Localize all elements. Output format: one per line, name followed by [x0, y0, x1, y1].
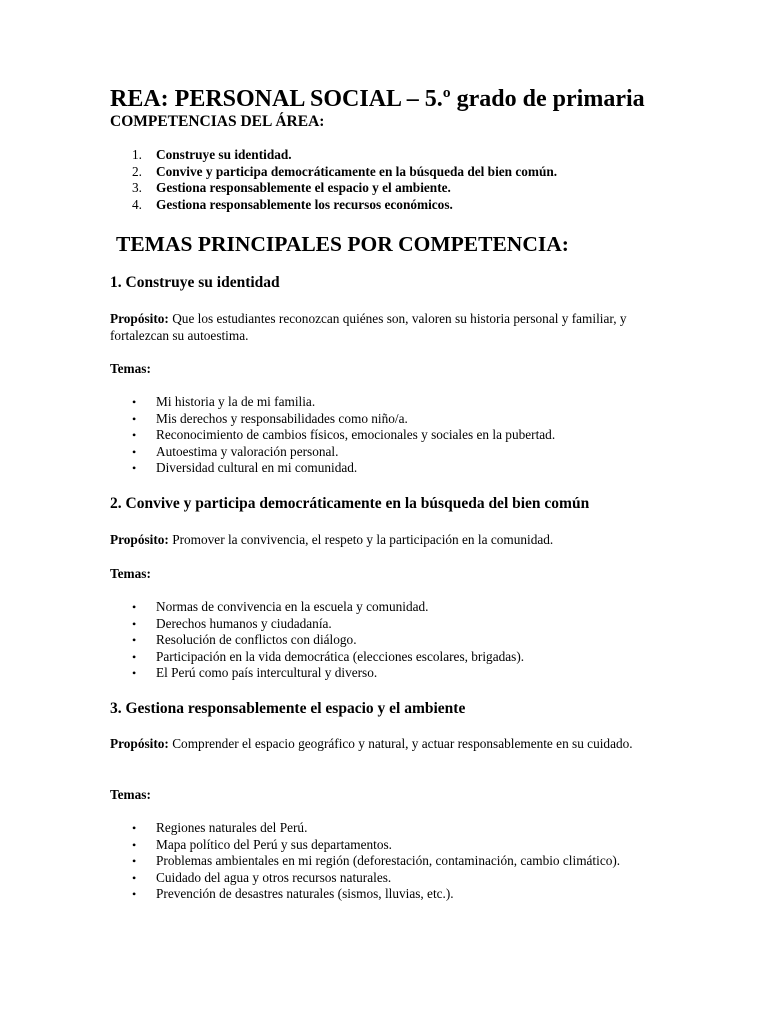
- section-3-purpose: [110, 735, 660, 752]
- topic-text: Resolución de conflictos con diálogo.: [156, 632, 357, 647]
- bullet-icon: •: [132, 411, 137, 426]
- bullet-icon: •: [132, 428, 137, 442]
- competencia-number: 3.: [132, 180, 142, 195]
- topic-item: [110, 870, 670, 887]
- bullet-icon: •: [132, 444, 137, 459]
- topic-item: [110, 394, 670, 411]
- topic-item: [110, 649, 670, 666]
- topic-text: Derechos humanos y ciudadanía.: [156, 615, 332, 631]
- competencias-list: [110, 147, 557, 213]
- purpose-text: Comprender el espacio geográfico y natural, y actuar responsablemente en su cuidado.: [172, 736, 633, 751]
- section-2-temas-label: Temas:: [110, 566, 151, 581]
- topic-item: [110, 853, 626, 870]
- topic-text: Normas de convivencia en la escuela y comunidad.: [156, 599, 429, 614]
- bullet-icon: •: [132, 854, 137, 868]
- bullet-icon: •: [132, 461, 137, 475]
- topic-item: [110, 616, 670, 633]
- competencias-heading: COMPETENCIAS DEL ÁREA:: [110, 113, 325, 130]
- topic-text: Mapa político del Perú y sus departamentos.: [156, 836, 392, 852]
- topic-text: Mi historia y la de mi familia.: [156, 394, 316, 409]
- bullet-icon: •: [132, 600, 137, 614]
- topic-text: Regiones naturales del Perú.: [156, 820, 308, 835]
- purpose-text: Promover la convivencia, el respeto y la participación en la comunidad.: [172, 532, 554, 547]
- purpose-label: Propósito:: [110, 311, 169, 326]
- section-3-title: 3. Gestiona responsablemente el espacio y el ambiente: [110, 700, 466, 717]
- competencia-item: [110, 197, 557, 214]
- competencia-text: Gestiona responsablemente el espacio y el ambiente.: [156, 180, 451, 195]
- topic-item: [110, 837, 670, 854]
- topic-text: Autoestima y valoración personal.: [156, 443, 339, 459]
- topic-item: [110, 820, 670, 837]
- competencia-text: Convive y participa democráticamente en la búsqueda del bien común.: [156, 163, 558, 179]
- topic-text: Participación en la vida democrática (elecciones escolares, brigadas).: [156, 648, 525, 664]
- section-2-title: 2. Convive y participa democráticamente en la búsqueda del bien común: [110, 495, 590, 512]
- purpose-label: Propósito:: [110, 532, 169, 547]
- competencia-text: Construye su identidad.: [156, 147, 292, 162]
- bullet-icon: •: [132, 821, 137, 835]
- topic-text: Problemas ambientales en mi región (deforestación, contaminación, cambio climático).: [156, 853, 621, 868]
- topic-text: Cuidado del agua y otros recursos naturales.: [156, 869, 392, 885]
- section-1-title: 1. Construye su identidad: [110, 274, 280, 291]
- topic-text: Prevención de desastres naturales (sismos, lluvias, etc.).: [156, 886, 454, 901]
- topic-text: Reconocimiento de cambios físicos, emocionales y sociales en la pubertad.: [156, 427, 556, 442]
- topic-text: Mis derechos y responsabilidades como niño/a.: [156, 410, 408, 426]
- competencia-item: [110, 164, 557, 181]
- topic-item: [110, 444, 670, 461]
- competencia-number: 4.: [132, 196, 142, 212]
- temas-principales-heading: TEMAS PRINCIPALES POR COMPETENCIA:: [116, 232, 569, 256]
- bullet-icon: •: [132, 837, 137, 852]
- purpose-text: Que los estudiantes reconozcan quiénes son, valoren su historia personal y familiar, y fortalezcan su autoestima.: [110, 311, 627, 343]
- competencia-item: [110, 147, 557, 164]
- topic-item: [110, 886, 670, 903]
- document-title: REA: PERSONAL SOCIAL – 5.º grado de primaria: [110, 86, 645, 112]
- topic-item: [110, 427, 670, 444]
- competencia-text: Gestiona responsablemente los recursos económicos.: [156, 196, 453, 212]
- bullet-icon: •: [132, 666, 137, 680]
- section-3-topics: [110, 820, 670, 903]
- topic-text: El Perú como país intercultural y diverso.: [156, 665, 378, 680]
- topic-item: [110, 632, 670, 649]
- bullet-icon: •: [132, 633, 137, 647]
- competencia-item: [110, 180, 557, 197]
- topic-text: Diversidad cultural en mi comunidad.: [156, 460, 358, 475]
- topic-item: [110, 599, 670, 616]
- bullet-icon: •: [132, 616, 137, 631]
- competencia-number: 1.: [132, 147, 142, 162]
- section-1-temas-label: Temas:: [110, 361, 151, 376]
- section-2-purpose: [110, 531, 660, 548]
- topic-item: [110, 460, 670, 477]
- bullet-icon: •: [132, 887, 137, 901]
- bullet-icon: •: [132, 649, 137, 664]
- topic-item: [110, 411, 670, 428]
- bullet-icon: •: [132, 870, 137, 885]
- section-3-temas-label: Temas:: [110, 787, 151, 802]
- topic-item: [110, 665, 670, 682]
- section-1-purpose: [110, 310, 660, 344]
- section-2-topics: [110, 599, 670, 682]
- purpose-label: Propósito:: [110, 736, 169, 751]
- section-1-topics: [110, 394, 670, 477]
- competencia-number: 2.: [132, 163, 142, 179]
- bullet-icon: •: [132, 395, 137, 409]
